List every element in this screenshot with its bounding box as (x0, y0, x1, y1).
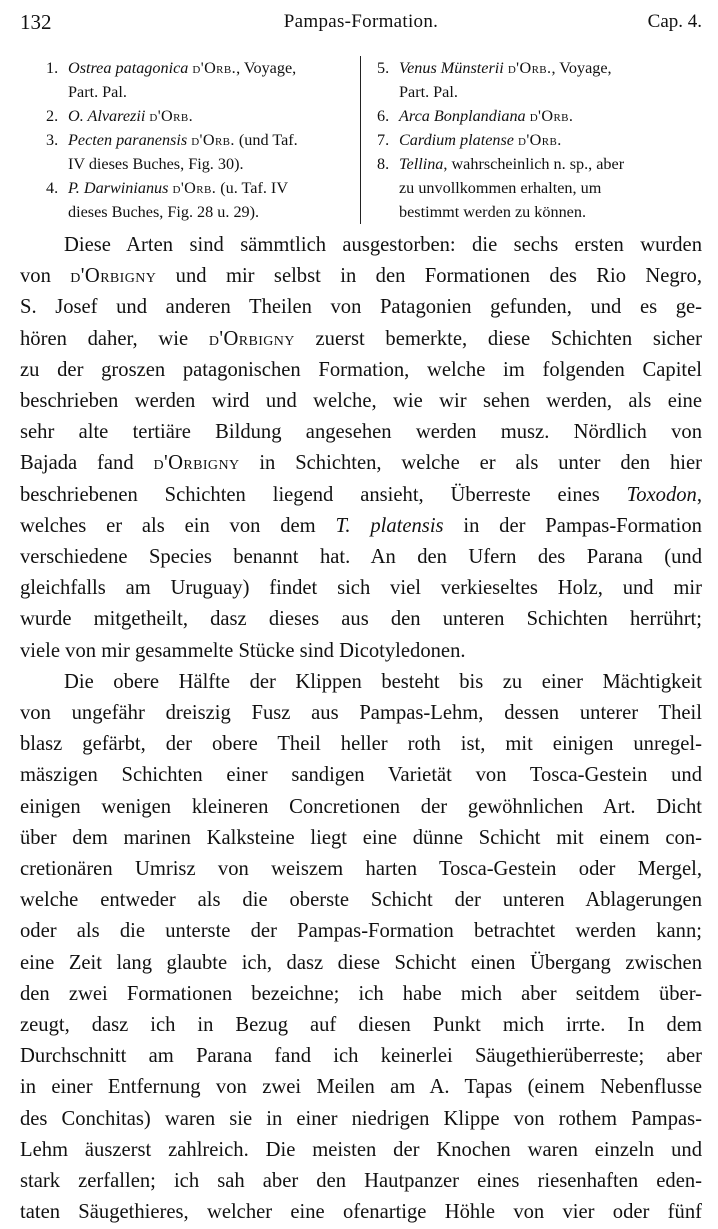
species-entry (399, 128, 698, 152)
species-entry-line (399, 128, 698, 152)
species-entry-line: Pecten paranensis d'Orb. (und Taf. (68, 131, 298, 149)
text-line: Durchschnitt am Parana fand ich keinerlei Säugethierüberreste; aber (20, 1045, 702, 1068)
author-name: d'Orbigny (153, 452, 240, 475)
text-line: in einer Entfernung von zwei Meilen am A. Tapas (einem Nebenflusse (20, 1076, 702, 1099)
text-line: beschriebenen Schichten liegend ansieht, Überreste eines Toxodon, (20, 483, 702, 506)
author-name: d'Orb. (507, 59, 552, 77)
text-line: welche entweder als die oberste Schicht der unteren Ablagerungen (20, 889, 702, 912)
species-entry-line: IV dieses Buches, Fig. 30). (68, 155, 244, 173)
author-name: d'Orb. (518, 131, 562, 149)
species-entry (68, 176, 354, 224)
text-line: zeugt, dasz ich in Bezug auf diesen Punkt mich irrte. In dem (20, 1014, 702, 1037)
italic-term: Arca Bonplandiana (399, 107, 526, 125)
species-entry-line (68, 104, 354, 128)
species-list-item (46, 176, 354, 224)
species-list-item (377, 128, 698, 152)
italic-term: Toxodon (626, 483, 697, 506)
author-name: d'Orbigny (208, 327, 295, 350)
species-list-item (46, 104, 354, 128)
author-name: d'Orb. (192, 59, 237, 77)
species-entry-line: Part. Pal. (399, 83, 458, 101)
text-line: eine Zeit lang glaubte ich, dasz diese Schicht einen Übergang zwischen (20, 951, 702, 974)
italic-term: O. Alvarezii (68, 107, 146, 125)
species-number: 6. (377, 107, 390, 125)
body-paragraph (20, 230, 702, 667)
text-line: viele von mir gesammelte Stücke sind Dicotyledonen. (20, 639, 466, 662)
text-line: des Conchitas) waren sie in einer niedrigen Klippe von rothem Pampas- (20, 1107, 702, 1130)
italic-term: Tellina (399, 155, 444, 173)
text-line: beschrieben werden wird und welche, wie wir sehen werden, als eine (20, 390, 702, 413)
text-line: den zwei Formationen bezeichne; ich habe mich aber seitdem über- (20, 982, 702, 1005)
italic-term: Pecten paranensis (68, 131, 188, 149)
text-line: Die obere Hälfte der Klippen besteht bis zu einer Mächtigkeit (64, 670, 702, 693)
text-line: Bajada fand d'Orbigny in Schichten, welche er als unter den hier (20, 452, 702, 475)
species-entry (68, 56, 354, 104)
species-entry-line: dieses Buches, Fig. 28 u. 29). (68, 203, 260, 221)
species-entry (68, 128, 354, 176)
species-entry-line: P. Darwinianus d'Orb. (u. Taf. IV (68, 179, 289, 197)
author-name: d'Orb. (529, 107, 574, 125)
body-text (20, 230, 702, 1229)
text-line: über dem marinen Kalksteine liegt eine dünne Schicht mit einem con- (20, 826, 702, 849)
species-number: 7. (377, 131, 390, 149)
species-entry-line: Ostrea patagonica d'Orb., Voyage, (68, 59, 297, 77)
species-entry-line: bestimmt werden zu können. (399, 203, 587, 221)
species-number: 3. (46, 131, 59, 149)
text-line: sehr alte tertiäre Bildung angesehen werden musz. Nördlich von (20, 421, 702, 444)
text-line: von d'Orbigny und mir selbst in den Formationen des Rio Negro, (20, 265, 703, 288)
text-line: wurde mitgetheilt, dasz dieses aus den unteren Schichten herrührt; (20, 608, 702, 631)
italic-term: P. Darwinianus (68, 179, 169, 197)
text-line: Diese Arten sind sämmtlich ausgestorben: die sechs ersten wurden (64, 234, 702, 256)
text-line: oder als die unterste der Pampas-Formation betrachtet werden kann; (20, 920, 702, 943)
text-line: von ungefähr dreiszig Fusz aus Pampas-Lehm, dessen unterer Theil (20, 702, 702, 725)
page-number: 132 (20, 10, 52, 34)
species-entry-line (399, 104, 698, 128)
text-line: gleichfalls am Uruguay) findet sich viel verkieseltes Holz, und mir (20, 577, 702, 600)
text-line: Lehm äuszerst zahlreich. Die meisten der Knochen waren einzeln und (20, 1138, 702, 1161)
species-number: 1. (46, 59, 59, 77)
species-list-item (377, 152, 698, 224)
text-line: einigen wenigen kleineren Concretionen der gewöhnlichen Art. Dicht (20, 795, 702, 818)
species-number: 5. (377, 59, 390, 77)
species-list-left-column (46, 56, 360, 224)
species-list-item (377, 56, 698, 104)
text-line: verschiedene Species benannt hat. An den Ufern des Parana (und (20, 546, 702, 569)
species-entry (399, 104, 698, 128)
species-entry-line: Venus Münsterii d'Orb., Voyage, (399, 59, 612, 77)
text-line: stark zerfallen; ich sah aber den Hautpanzer eines riesenhaften eden- (20, 1170, 702, 1193)
chapter-label: Cap. 4. (647, 11, 702, 32)
text-line: cretionären Umrisz von weiszem harten Tosca-Gestein oder Mergel, (20, 858, 702, 881)
species-entry (68, 104, 354, 128)
text-line: blasz gefärbt, der obere Theil heller roth ist, mit einigen unregel- (20, 733, 702, 756)
species-entry (399, 152, 698, 224)
text-line: taten Säugethieres, welcher eine ofenartige Höhle von vier oder fünf (20, 1201, 702, 1224)
species-entry-line: Part. Pal. (68, 83, 127, 101)
author-name: d'Orbigny (70, 265, 157, 288)
running-header (20, 10, 702, 38)
text-line: hören daher, wie d'Orbigny zuerst bemerkte, diese Schichten sicher (20, 327, 702, 350)
running-title: Pampas-Formation. (283, 11, 439, 32)
species-entry-line: zu unvollkommen erhalten, um (399, 179, 602, 197)
text-line: mäszigen Schichten einer sandigen Varietät von Tosca-Gestein und (20, 764, 702, 787)
species-list-item (46, 56, 354, 104)
species-entry (399, 56, 698, 104)
species-list (46, 56, 698, 224)
species-list-item (46, 128, 354, 176)
species-number: 8. (377, 155, 390, 173)
species-list-right-column (360, 56, 698, 224)
italic-term: Cardium platense (399, 131, 514, 149)
text-line: S. Josef und anderen Theilen von Patagonien gefunden, und es ge- (20, 296, 702, 319)
species-list-item (377, 104, 698, 128)
author-name: d'Orb. (191, 131, 235, 149)
italic-term: Venus Münsterii (399, 59, 504, 77)
text-line: zu der groszen patagonischen Formation, welche im folgenden Capitel (20, 358, 702, 381)
italic-term: T. platensis (335, 514, 444, 537)
author-name: d'Orb. (149, 107, 194, 125)
species-number: 2. (46, 107, 59, 125)
author-name: d'Orb. (172, 179, 217, 197)
text-line: welches er als ein von dem T. platensis in der Pampas-Formation (20, 514, 702, 537)
species-entry-line: Tellina, wahrscheinlich n. sp., aber (399, 155, 625, 173)
italic-term: Ostrea patagonica (68, 59, 189, 77)
body-paragraph (20, 667, 702, 1229)
species-number: 4. (46, 179, 59, 197)
